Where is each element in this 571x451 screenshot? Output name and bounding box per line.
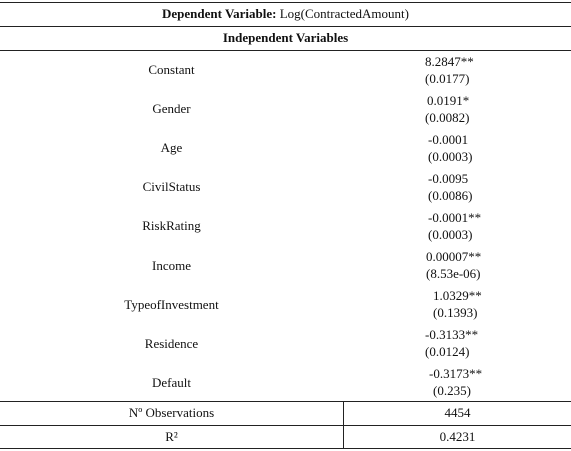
variable-label: Income xyxy=(152,258,191,273)
standard-error-value: (0.0003) xyxy=(428,149,473,164)
variable-label: RiskRating xyxy=(142,218,201,233)
coefficient-value: 8.2847** xyxy=(425,54,474,69)
dependent-variable-value: Log(ContractedAmount) xyxy=(276,6,409,21)
variable-label: Default xyxy=(152,375,191,390)
coefficient-value: 1.0329** xyxy=(433,288,482,303)
standard-error-value: (8.53e-06) xyxy=(426,266,481,281)
coefficient-value: -0.3133** xyxy=(425,327,479,342)
observations-label: Nº Observations xyxy=(128,405,215,420)
standard-error-value: (0.0177) xyxy=(425,71,470,86)
variable-label: Age xyxy=(160,140,183,155)
standard-error-value: (0.1393) xyxy=(433,305,478,320)
r-squared-value: 0.4231 xyxy=(439,429,476,444)
variable-label: Gender xyxy=(152,101,191,116)
coefficient-value: 0.00007** xyxy=(426,249,482,264)
r-squared-label: R² xyxy=(165,429,178,444)
observations-value: 4454 xyxy=(444,405,471,420)
variable-label: TypeofInvestment xyxy=(124,297,219,312)
variable-label: Residence xyxy=(144,336,199,351)
standard-error-value: (0.235) xyxy=(433,383,471,398)
standard-error-value: (0.0003) xyxy=(428,227,473,242)
header-rule xyxy=(0,26,571,27)
standard-error-value: (0.0124) xyxy=(425,344,470,359)
coefficient-value: -0.3173** xyxy=(429,366,483,381)
dependent-variable-prefix: Dependent Variable: xyxy=(162,6,277,21)
coefficient-value: -0.0001** xyxy=(428,210,482,225)
coefficient-value: -0.0001 xyxy=(428,132,469,147)
dependent-variable-header xyxy=(0,6,571,22)
coefficient-value: 0.0191* xyxy=(427,93,470,108)
variable-label: Constant xyxy=(148,62,195,77)
standard-error-value: (0.0082) xyxy=(425,110,470,125)
subheader-rule xyxy=(0,50,571,51)
top-rule xyxy=(0,2,571,3)
standard-error-value: (0.0086) xyxy=(428,188,473,203)
body-bottom-rule xyxy=(0,401,571,402)
coefficient-value: -0.0095 xyxy=(428,171,469,186)
variable-label: CivilStatus xyxy=(142,179,201,194)
bottom-rule xyxy=(0,448,571,449)
independent-variables-title: Independent Variables xyxy=(222,30,349,45)
obs-rule xyxy=(0,425,571,426)
